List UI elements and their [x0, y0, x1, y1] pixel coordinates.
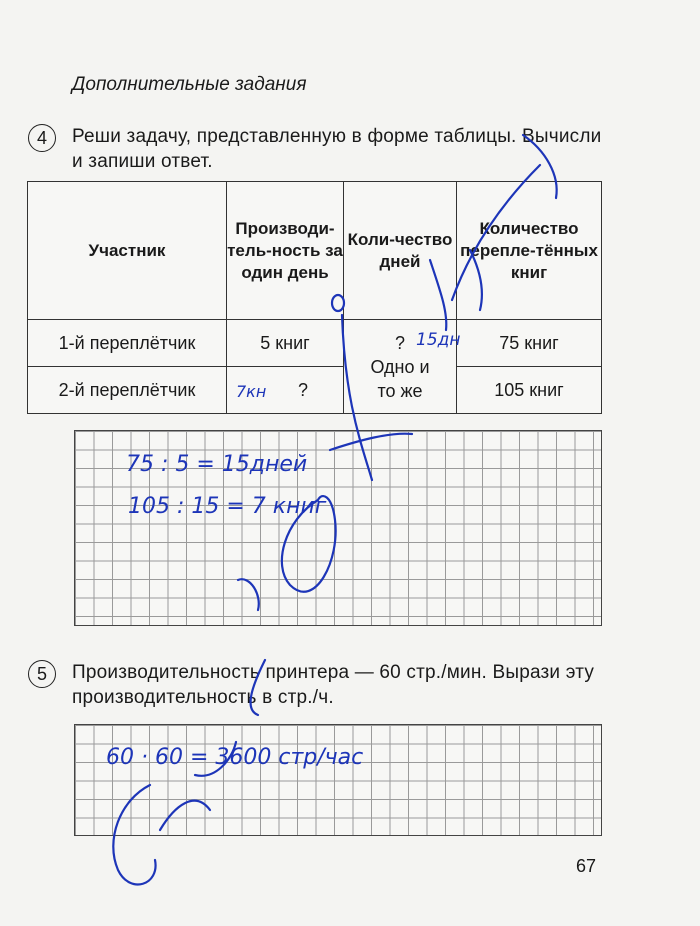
section-title: Дополнительные задания	[72, 74, 307, 95]
row2-participant: 2-й переплётчик	[28, 367, 227, 414]
header-days: Коли-чество дней	[344, 182, 457, 320]
task-number: 4	[28, 124, 56, 152]
row1-participant: 1-й переплётчик	[28, 320, 227, 367]
header-productivity: Производи-тель-ность за один день	[227, 182, 344, 320]
answer-grid-task5	[74, 724, 602, 836]
handwritten-productivity-answer: 7кн	[236, 382, 267, 401]
handwritten-line-3: 60 · 60 = 3600 стр/час	[106, 745, 364, 770]
days-question: ?	[394, 332, 405, 353]
row2-books: 105 книг	[457, 367, 602, 414]
row1-productivity: 5 книг	[227, 320, 344, 367]
handwritten-days-answer: 15дн	[416, 330, 461, 350]
task-table	[27, 181, 602, 414]
row2-productivity: ?	[227, 367, 344, 414]
task-text: Реши задачу, представленную в форме таблицы. Вычисли и запиши ответ.	[72, 126, 602, 172]
handwritten-line-1: 75 : 5 = 15дней	[126, 452, 308, 477]
header-books: Количество перепле-тённых книг	[457, 182, 602, 320]
handwritten-line-2: 105 : 15 = 7 книг	[128, 494, 327, 519]
task-text: Производительность принтера — 60 стр./мин. Вырази эту производительность в стр./ч.	[72, 662, 595, 708]
page-number: 67	[576, 856, 597, 876]
task-number: 5	[28, 660, 56, 688]
row1-books: 75 книг	[457, 320, 602, 367]
header-participant: Участник	[28, 182, 227, 320]
days-shared: Одно и то же	[370, 356, 430, 401]
